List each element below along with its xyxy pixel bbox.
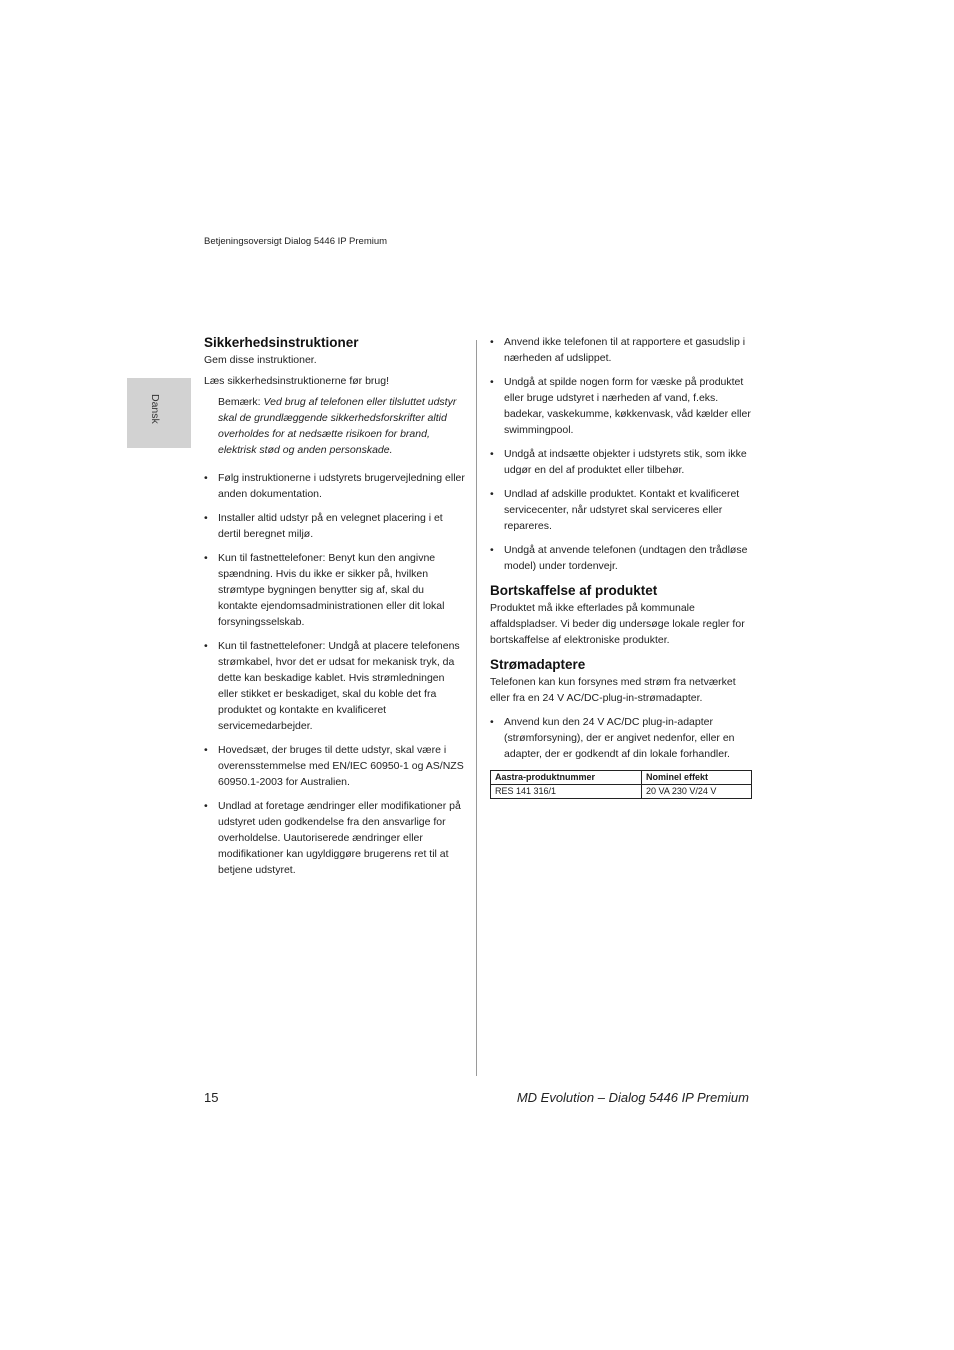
list-item: • Installer altid udstyr på en velegnet placering i et dertil beregnet miljø.: [204, 510, 466, 542]
table-header: Aastra-produktnummer: [491, 771, 642, 785]
adapter-table: [490, 770, 752, 799]
language-tab-label: Dansk: [149, 394, 161, 424]
adapter-text: Telefonen kan kun forsynes med strøm fra netværket eller fra en 24 V AC/DC-plug-in-strømadapter.: [490, 676, 736, 704]
disposal-text: Produktet må ikke efterlades på kommunale affaldspladser. Vi beder dig undersøge lokale regler for bortskaffelse af elektroniske produkter.: [490, 602, 745, 646]
table-cell: 20 VA 230 V/24 V: [642, 785, 752, 799]
list-item: • Kun til fastnettelefoner: Benyt kun den angivne spændning. Hvis du ikke er sikker på, hvilken strømtype bygningen benytter sig af, skal du kontakte ejendomsadministrationen eller dit lokal forsyningsselskab.: [204, 550, 466, 630]
table-header-row: [491, 771, 752, 785]
list-item: • Undlad af adskille produktet. Kontakt et kvalificeret servicecenter, når udstyret skal serviceres eller repareres.: [490, 486, 752, 534]
safety-list-right: [490, 334, 752, 574]
intro-save: Gem disse instruktioner.: [204, 354, 317, 366]
footer-doc-title: MD Evolution – Dialog 5446 IP Premium: [516, 1090, 749, 1105]
column-divider: [476, 340, 477, 1076]
disposal-heading: Bortskaffelse af produktet: [490, 583, 658, 598]
right-column: [490, 334, 752, 799]
table-row: [491, 785, 752, 799]
safety-heading: Sikkerhedsinstruktioner: [204, 335, 359, 350]
list-item: • Anvend ikke telefonen til at rapportere et gasudslip i nærheden af udslippet.: [490, 334, 752, 366]
list-item: • Undgå at indsætte objekter i udstyrets stik, som ikke udgør en del af produktet eller tilbehør.: [490, 446, 752, 478]
note-text: Ved brug af telefonen eller tilsluttet udstyr skal de grundlæggende sikkerhedsforskrifter altid overholdes for at nedsætte risikoen for brand, elektrisk stød og anden personskade.: [218, 396, 457, 456]
safety-list-left: [204, 470, 466, 878]
list-item: • Undlad at foretage ændringer eller modifikationer på udstyret uden godkendelse fra den ansvarlige for overholdelse. Uautoriserede ændringer eller modifikationer kan ugyldiggøre brugerens ret til at betjene udstyret.: [204, 798, 466, 878]
left-column: [204, 334, 466, 886]
intro-read: Læs sikkerhedsinstruktionerne før brug!: [204, 375, 389, 387]
table-header: Nominel effekt: [642, 771, 752, 785]
list-item: • Følg instruktionerne i udstyrets brugervejledning eller anden dokumentation.: [204, 470, 466, 502]
adapter-heading: Strømadaptere: [490, 657, 586, 672]
note-label: Bemærk:: [218, 396, 261, 408]
list-item: • Undgå at anvende telefonen (undtagen den trådløse model) under tordenvejr.: [490, 542, 752, 574]
safety-note: [218, 394, 466, 458]
list-item: • Hovedsæt, der bruges til dette udstyr, skal være i overensstemmelse med EN/IEC 60950-1 og AS/NZS 60950.1-2003 for Australien.: [204, 742, 466, 790]
page-number: 15: [204, 1090, 219, 1105]
language-tab: [127, 378, 191, 448]
running-header: Betjeningsoversigt Dialog 5446 IP Premium: [204, 236, 388, 247]
list-item: • Anvend kun den 24 V AC/DC plug-in-adapter (strømforsyning), der er angivet nedenfor, eller en adapter, der er godkendt af din lokale forhandler.: [490, 714, 752, 762]
list-item: • Undgå at spilde nogen form for væske på produktet eller bruge udstyret i nærheden af vand, f.eks. badekar, vaskekumme, køkkenvask, våd kælder eller swimmingpool.: [490, 374, 752, 438]
table-cell: RES 141 316/1: [491, 785, 642, 799]
adapter-list: [490, 714, 752, 762]
list-item: • Kun til fastnettelefoner: Undgå at placere telefonens strømkabel, hvor det er udsat for mekanisk tryk, da dette kan beskadige kablet. Hvis strømledningen eller stikket er beskadiget, skal du koble det fra produktet og kontakte en kvalificeret servicemedarbejder.: [204, 638, 466, 734]
